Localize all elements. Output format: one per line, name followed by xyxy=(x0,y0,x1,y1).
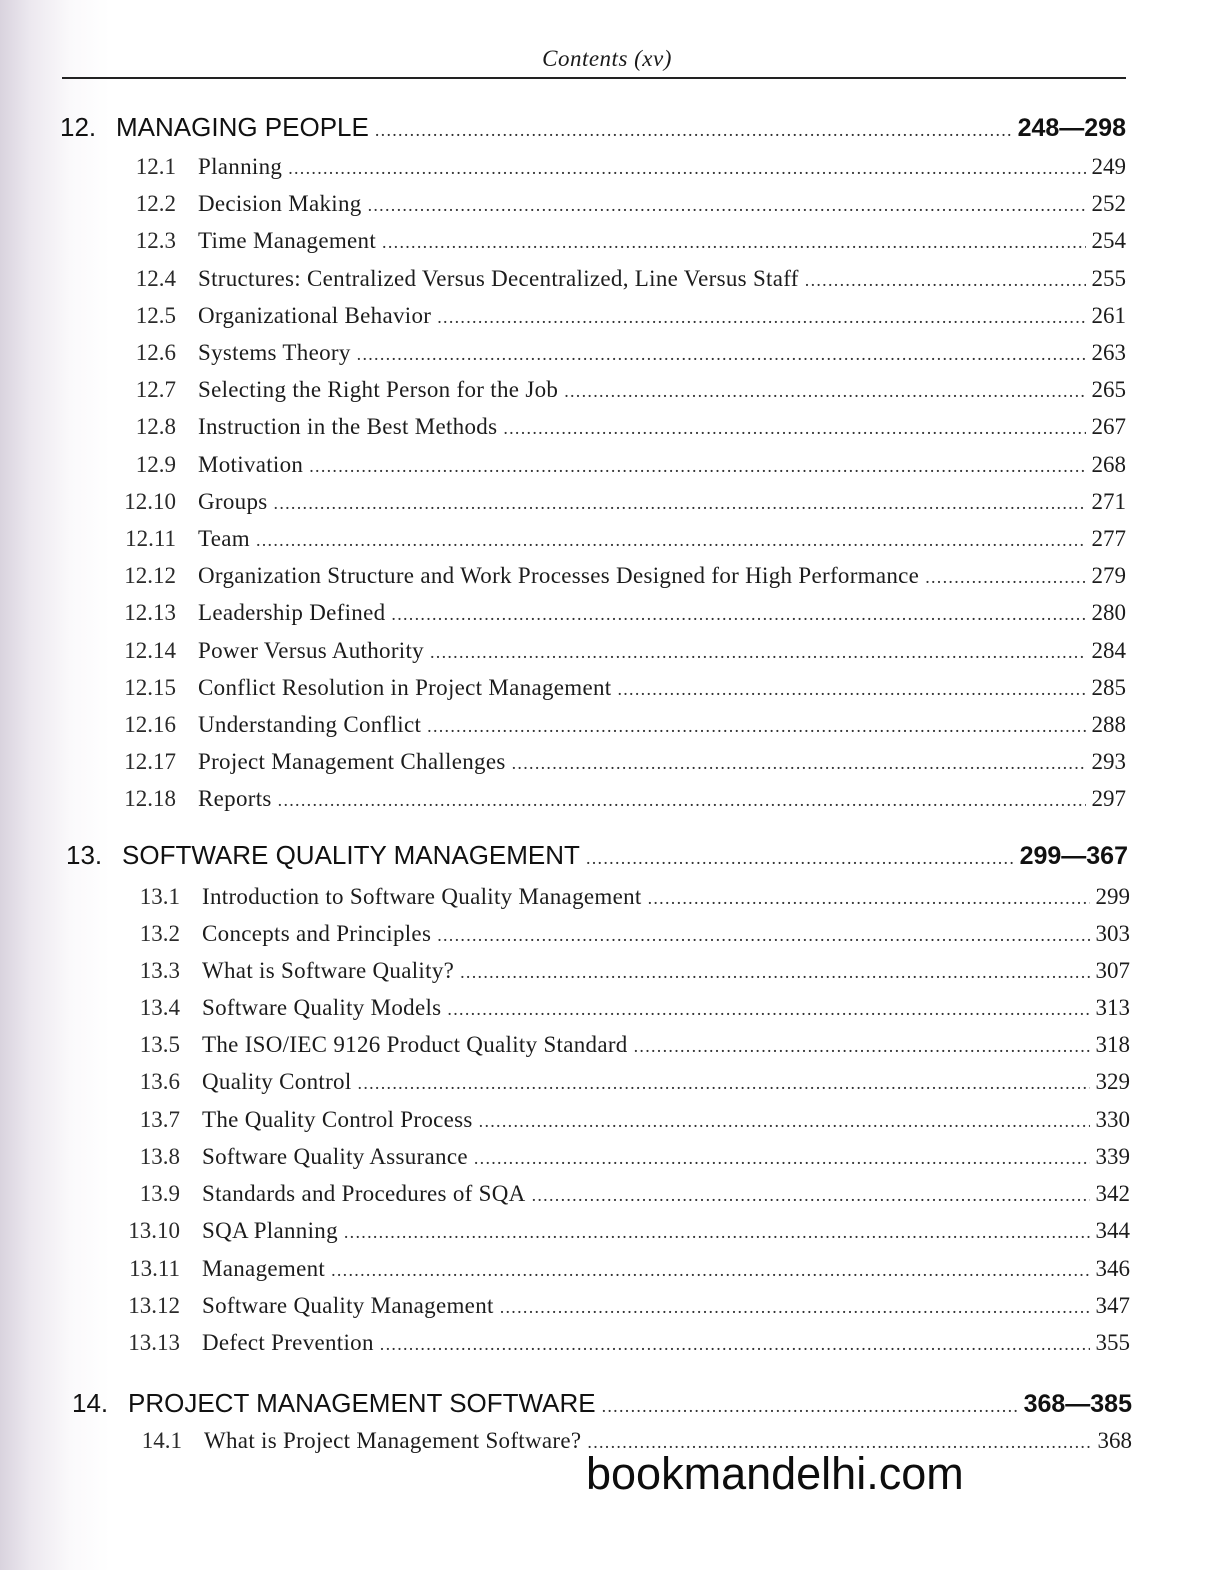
section-title: Systems Theory xyxy=(198,340,351,365)
section-title: Project Management Challenges xyxy=(198,749,506,774)
toc-entry[interactable] xyxy=(92,638,1126,672)
toc-entry[interactable] xyxy=(92,266,1126,300)
dot-leader xyxy=(479,1111,1090,1132)
section-title: Standards and Procedures of SQA xyxy=(202,1181,526,1206)
dot-leader xyxy=(430,642,1086,663)
toc-entry[interactable] xyxy=(92,154,1126,188)
section-title: Instruction in the Best Methods xyxy=(198,414,498,439)
section-number: 12.18 xyxy=(124,786,176,811)
page-number: 299 xyxy=(1095,884,1130,909)
page-number: 297 xyxy=(1091,786,1126,811)
dot-leader xyxy=(437,307,1085,328)
section-number: 13.5 xyxy=(139,1032,180,1057)
section-number: 13.9 xyxy=(139,1181,180,1206)
section-title: Software Quality Assurance xyxy=(202,1144,468,1169)
dot-leader xyxy=(278,790,1086,811)
section-title: Defect Prevention xyxy=(202,1330,374,1355)
dot-leader xyxy=(925,567,1085,588)
section-number: 13.2 xyxy=(139,921,180,946)
dot-leader xyxy=(382,232,1085,253)
section-number: 12.4 xyxy=(135,266,176,291)
section-number: 14.1 xyxy=(141,1428,182,1453)
toc-entry[interactable] xyxy=(96,995,1130,1029)
toc-entry[interactable] xyxy=(96,1256,1130,1290)
section-title: Groups xyxy=(198,489,268,514)
dot-leader xyxy=(602,1396,1018,1417)
dot-leader xyxy=(375,120,1012,141)
section-number: 12.8 xyxy=(135,414,176,439)
section-number: 13.4 xyxy=(139,995,180,1020)
section-number: 12.9 xyxy=(135,452,176,477)
section-title: Conflict Resolution in Project Management xyxy=(198,675,612,700)
section-title: Concepts and Principles xyxy=(202,921,432,946)
chapter-heading[interactable] xyxy=(72,1388,1132,1426)
section-number: 12.12 xyxy=(124,563,176,588)
chapter-number: 14. xyxy=(72,1388,109,1418)
section-title: Software Quality Management xyxy=(202,1293,494,1318)
toc-entry[interactable] xyxy=(96,1293,1130,1327)
toc-entry[interactable] xyxy=(92,749,1126,783)
dot-leader xyxy=(380,1334,1090,1355)
page-number: 318 xyxy=(1095,1032,1130,1057)
section-title: Team xyxy=(198,526,250,551)
toc-entry[interactable] xyxy=(92,489,1126,523)
watermark: bookmandelhi.com xyxy=(586,1448,964,1499)
page-number: 339 xyxy=(1095,1144,1130,1169)
page-number: 280 xyxy=(1091,600,1126,625)
section-number: 12.3 xyxy=(135,228,176,253)
section-title: Management xyxy=(202,1256,326,1281)
page-number: 279 xyxy=(1091,563,1126,588)
dot-leader xyxy=(437,925,1089,946)
section-title: Leadership Defined xyxy=(198,600,386,625)
dot-leader xyxy=(368,195,1086,216)
chapter-title: SOFTWARE QUALITY MANAGEMENT xyxy=(122,840,580,870)
page-number: 330 xyxy=(1095,1107,1130,1132)
dot-leader xyxy=(288,158,1085,179)
page-number: 263 xyxy=(1091,340,1126,365)
running-head: Contents (xv) xyxy=(542,46,672,71)
chapter-number: 12. xyxy=(60,112,97,142)
section-number: 12.7 xyxy=(135,377,176,402)
section-title: Quality Control xyxy=(202,1069,352,1094)
page-number: 265 xyxy=(1091,377,1126,402)
dot-leader xyxy=(648,888,1090,909)
page-number: 284 xyxy=(1091,638,1126,663)
page-number: 347 xyxy=(1095,1293,1130,1318)
page-number: 313 xyxy=(1095,995,1130,1020)
toc-entry[interactable] xyxy=(92,526,1126,560)
page-number: 303 xyxy=(1095,921,1130,946)
page-number: 368 xyxy=(1097,1428,1132,1453)
page-number: 285 xyxy=(1091,675,1126,700)
section-title: Organization Structure and Work Processes Designed for High Performance xyxy=(198,563,920,588)
page-number: 255 xyxy=(1091,266,1126,291)
dot-leader xyxy=(357,344,1086,365)
section-title: Software Quality Models xyxy=(202,995,442,1020)
toc-entry[interactable] xyxy=(92,563,1126,597)
section-number: 12.15 xyxy=(124,675,176,700)
dot-leader xyxy=(447,999,1089,1020)
chapter-page-range: 299—367 xyxy=(1019,842,1128,870)
section-number: 12.1 xyxy=(135,154,176,179)
section-title: Power Versus Authority xyxy=(198,638,424,663)
toc-entry[interactable] xyxy=(92,786,1126,820)
section-number: 13.12 xyxy=(128,1293,180,1318)
page-number: 346 xyxy=(1095,1256,1130,1281)
toc-entry[interactable] xyxy=(96,1144,1130,1178)
page-number: 307 xyxy=(1095,958,1130,983)
chapter-page-range: 248—298 xyxy=(1017,114,1126,142)
dot-leader xyxy=(532,1185,1090,1206)
dot-leader xyxy=(474,1148,1090,1169)
toc-entry[interactable] xyxy=(96,921,1130,955)
page-number: 252 xyxy=(1091,191,1126,216)
dot-leader xyxy=(344,1222,1090,1243)
dot-leader xyxy=(309,456,1085,477)
page-number: 288 xyxy=(1091,712,1126,737)
toc-entry[interactable] xyxy=(92,452,1126,486)
section-number: 13.8 xyxy=(139,1144,180,1169)
page-number: 249 xyxy=(1091,154,1126,179)
dot-leader xyxy=(391,604,1085,625)
chapter-title: PROJECT MANAGEMENT SOFTWARE xyxy=(128,1388,596,1418)
toc-entry[interactable] xyxy=(92,191,1126,225)
dot-leader xyxy=(427,716,1085,737)
dot-leader xyxy=(634,1036,1090,1057)
section-number: 12.16 xyxy=(124,712,176,737)
page-number: 293 xyxy=(1091,749,1126,774)
section-title: Motivation xyxy=(198,452,304,477)
toc-entry[interactable] xyxy=(96,1330,1130,1364)
section-title: Selecting the Right Person for the Job xyxy=(198,377,559,402)
section-number: 12.14 xyxy=(124,638,176,663)
dot-leader xyxy=(460,962,1089,983)
dot-leader xyxy=(331,1260,1089,1281)
page-number: 267 xyxy=(1091,414,1126,439)
section-number: 13.7 xyxy=(139,1107,180,1132)
page-number: 261 xyxy=(1091,303,1126,328)
page-number: 344 xyxy=(1095,1218,1130,1243)
section-number: 12.6 xyxy=(135,340,176,365)
section-number: 12.2 xyxy=(135,191,176,216)
toc-entry[interactable] xyxy=(96,1218,1130,1252)
toc-entry[interactable] xyxy=(96,1032,1130,1066)
toc-entry[interactable] xyxy=(92,303,1126,337)
section-title: Time Management xyxy=(198,228,377,253)
section-title: What is Software Quality? xyxy=(202,958,455,983)
section-number: 13.10 xyxy=(128,1218,180,1243)
section-title: SQA Planning xyxy=(202,1218,338,1243)
dot-leader xyxy=(564,381,1085,402)
chapter-heading[interactable] xyxy=(60,112,1126,150)
chapter-page-range: 368—385 xyxy=(1023,1390,1132,1418)
toc-entry[interactable] xyxy=(92,712,1126,746)
chapter-number: 13. xyxy=(66,840,103,870)
section-number: 12.11 xyxy=(125,526,176,551)
dot-leader xyxy=(503,418,1085,439)
toc-entry[interactable] xyxy=(92,675,1126,709)
dot-leader xyxy=(358,1073,1090,1094)
section-title: Understanding Conflict xyxy=(198,712,422,737)
page-number: 268 xyxy=(1091,452,1126,477)
page-number: 329 xyxy=(1095,1069,1130,1094)
dot-leader xyxy=(617,679,1085,700)
section-title: Structures: Centralized Versus Decentralized, Line Versus Staff xyxy=(198,266,799,291)
section-number: 13.3 xyxy=(139,958,180,983)
header-rule xyxy=(62,77,1126,79)
section-number: 13.13 xyxy=(128,1330,180,1355)
dot-leader xyxy=(586,848,1014,869)
toc-entry[interactable] xyxy=(92,340,1126,374)
page-number: 355 xyxy=(1095,1330,1130,1355)
toc-entry[interactable] xyxy=(92,600,1126,634)
toc-entry[interactable] xyxy=(92,414,1126,448)
page-number: 254 xyxy=(1091,228,1126,253)
toc-entry[interactable] xyxy=(92,228,1126,262)
section-number: 13.11 xyxy=(129,1256,180,1281)
dot-leader xyxy=(274,493,1086,514)
toc-entry[interactable] xyxy=(96,1069,1130,1103)
toc-entry[interactable] xyxy=(96,958,1130,992)
dot-leader xyxy=(256,530,1086,551)
section-title: The Quality Control Process xyxy=(202,1107,473,1132)
chapter-title: MANAGING PEOPLE xyxy=(116,112,369,142)
section-title: Planning xyxy=(198,154,283,179)
toc-entry[interactable] xyxy=(96,884,1130,918)
dot-leader xyxy=(805,270,1086,291)
section-title: Introduction to Software Quality Management xyxy=(202,884,642,909)
section-title: The ISO/IEC 9126 Product Quality Standard xyxy=(202,1032,628,1057)
toc-entry[interactable] xyxy=(96,1181,1130,1215)
section-title: What is Project Management Software? xyxy=(204,1428,582,1453)
page-number: 277 xyxy=(1091,526,1126,551)
toc-entry[interactable] xyxy=(96,1107,1130,1141)
section-number: 13.1 xyxy=(139,884,180,909)
section-title: Organizational Behavior xyxy=(198,303,432,328)
section-number: 12.10 xyxy=(124,489,176,514)
dot-leader xyxy=(512,753,1086,774)
section-number: 12.5 xyxy=(135,303,176,328)
page-number: 342 xyxy=(1095,1181,1130,1206)
toc-entry[interactable] xyxy=(92,377,1126,411)
section-number: 13.6 xyxy=(139,1069,180,1094)
chapter-heading[interactable] xyxy=(66,840,1128,878)
section-number: 12.13 xyxy=(124,600,176,625)
section-number: 12.17 xyxy=(124,749,176,774)
dot-leader xyxy=(500,1297,1090,1318)
page-number: 271 xyxy=(1091,489,1126,514)
section-title: Decision Making xyxy=(198,191,362,216)
section-title: Reports xyxy=(198,786,272,811)
